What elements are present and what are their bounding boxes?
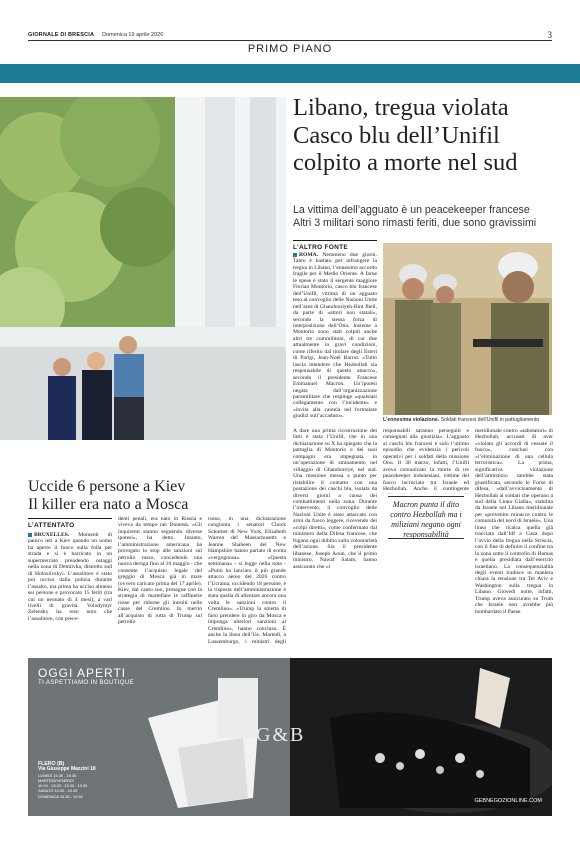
main-subhead [293, 204, 555, 230]
ad-hours-line-4: SABATO 10.00 - 19.30 [38, 788, 78, 794]
photo-white-house-meeting [0, 97, 286, 440]
ad-store-name: FLERO (B) [38, 761, 65, 767]
pullquote-rule-top [388, 496, 464, 497]
pullquote-rule-bottom [388, 538, 464, 539]
main-col3-text: responsabili saranno perseguiti e consegnati alla giustizia». L’agguato ai caschi blu francesi è solo l’ultimo episodio che evidenzia i pericoli operativi per i soldati della missione Onu. Il 30 marzo, infatti, l’Unifil aveva comunicato la morte di tre peacekeeper indonesiani, vittime del fuoco incrociato tra Israele ed Hezbollah. Anche il contingente [383, 428, 469, 493]
issue-date: Domenica 19 aprile 2026 [102, 32, 164, 38]
second-headline-line-1: Uccide 6 persone a Kiev [28, 478, 186, 495]
main-headline-line-3: colpito a morte nel sud [293, 149, 518, 176]
ad-store-address: Via Giuseppe Mazzini 18 [38, 766, 96, 773]
main-headline-line-2: Casco blu dell’Unifil [293, 121, 500, 149]
ad-brand-logo: G&B [256, 724, 306, 746]
newspaper-name: GIORNALE DI BRESCIA [28, 32, 95, 38]
ad-right-panel [290, 658, 552, 816]
caption-text: Soldati francesi dell’Unifil in pattugliamento [439, 417, 540, 423]
story-start-square-icon-2 [28, 533, 32, 537]
main-headline-line-1: Libano, tregua violata [293, 94, 509, 121]
main-subhead-line-2: Altri 3 militari sono rimasti feriti, due sono gravissimi [293, 217, 537, 229]
second-headline [28, 478, 278, 514]
second-col3-text: russo, in una dichiarazione congiunta i senatori Chuck Schumer di New York, Elizabeth Warren del Massachusetts e Jeanne Shaheen del New Hampshire hanno parlato di scelta «vergognosa». «Questa settimana» - si legge nella nota - «Putin ha lanciato il più grande attacco aereo del 2026 contro l’Ucraina, uccidendo 18 persone, e la risposta dell’amministrazione è stata quella di allentare ancora una volta le sanzioni contro il Cremlino». «Trump la smetta di farsi prendere in giro da Mosca e imponga ulteriori sanzioni al Cremlino», hanno concluso. È anche la linea dell’Ue. Martedì, a Lussemburgo, i ministri degli [208, 516, 286, 644]
main-story-column-4 [475, 428, 553, 644]
ad-hours-line-2: MARTEDÌ/VENERDÌ [38, 777, 74, 783]
second-kicker: L’ATTENTATO [28, 522, 75, 529]
second-kicker-rule [28, 518, 112, 519]
second-col1-text: Momenti di panico ieri a Kiev quando un uomo ha aperto il fuoco sulla folla per strada e si è barricato in un supermercato prendendo ostaggi nella zona di Demiivka, distretto sud di Holosiivskyi. L’assalitore è stato poi ucciso dalla polizia durante l’assalto, ma prima ha ucciso almeno sei persone e provocato 15 feriti (tra cui un neonato di 4 mesi), a vari livelli di gravità. Volodymyr Zelensky ha reso noto che l’assalitore, con prece- [28, 532, 112, 622]
main-col4-text: meridionale contro «sabotatori» di Hezbollah, accusati di aver «violato gli accordi di cessate il fuoco», conclusi con «l’eliminazione di una cellula terroristica». La prima, significativa violazione dell’armistizio sarebbe stata giustificata, secondo le Forze di difesa, «dall’avvicinamento di Hezbollah ai soldati che operano a sud della Linea Gialla», stabilita da Israele nel Libano meridionale per «prevenire minacce contro le comunità del nord di Israele». Una linea che ricalca quella già tracciata dall’Idf a Gaza dopo l’avvio della tregua nella Striscia, con il fine di definire il confine tra la zona sotto il controllo di Hamas e quella presidiata dall’esercito israeliano. La consequenzialità degli eventi tradisce in maniera chiara la tensione tra Tel Aviv e Washington sulla tregua in Libano. Giovedì notte, infatti, Trump aveva assicurato su Truth che Israele non avrebbe più bombardato il Paese. [475, 428, 553, 615]
main-kicker: L’ALTRO FONTE [293, 244, 349, 251]
second-dateline: BRUXELLES. [34, 532, 70, 538]
section-color-band [0, 64, 580, 83]
main-story-column-3a [383, 428, 469, 494]
masthead-rule [28, 40, 552, 41]
ad-subtitle: TI ASPETTIAMO IN BOUTIQUE [38, 680, 135, 686]
second-story-column-3 [208, 516, 286, 644]
ad-hours-line-1: LUNEDÌ 15.30 - 19.30 [38, 772, 77, 778]
masthead [28, 30, 552, 40]
second-col2-text: denti penali, era nato in Russia e viveva da tempo nel Donetsk. «Gli inquirenti stanno seguendo diverse ipotesi», ha detto. Intanto, l’amministrazione americana ha prorogato lo stop alle sanzioni sul petrolio russo, concedendo una nuova deroga fino al 16 maggio - che consente l’acquisto legale del greggio di Mosca già in mare (ovvero caricato prima del 17 aprile). Kiev, dal canto suo, prosegue con la strategia di martellare le raffinerie russe per ridurne gli introiti nelle casse del Cremlino. In merito all’acquisto di rotta di Trump sul petrolio [118, 516, 202, 626]
main-col1-text: Nemmeno due giorni. Tanto è bastato per infrangere la tregua in Libano, l’ennesimo accordo fragile per il Medio Oriente. A farne le spese è stato il sergente maggiore Florian Montorio, casco blu francese dell’Unifil, vittima di un agguato teso al convoglio delle Nazioni Unite nell’area di Ghandouriyeh-Bint Jbeil, da parte di «attori non statali», secondo la stessa forza di interposizione dell’Onu. Insieme a Montorio sono stati colpiti anche altri tre commilitoni, di cui due attualmente in gravi condizioni, come riferito dal titolare degli Esteri di Parigi, Jean-Noël Barrot. «Tutto lascia intendere che Hezbollah sia responsabile di questo attacco», secondo il presidente Francese Emmanuel Macron. Un’ipotesi negata dall’organizzazione paramilitare che respinge «qualsiasi collegamento con l’incidente» e «invita alla cautela nel formulare giudizi sull’accaduto». [293, 252, 377, 420]
main-col2-text: A dare una prima ricostruzione dei fatti è stata l’Unifil, che in una dichiarazione su X ha spiegato che la pattuglia di Montorio e dei suoi compagni era impegnata in un’operazione di sminamento nel villaggio di Ghandouriyé, nel sud. Una missione messa a punto per ristabilire il contatto con una postazione dei caschi blu, isolata da diversi giorni a causa dei combattimenti nella zona. Durante l’intervento, il convoglio delle Nazioni Unite è stato attaccato con armi da fuoco leggere, ricevendo dei «colpi diretti», come confermato dal ministero della Difesa francese, che fugano ogni dubbio sulla volontarietà dell’azione. Sia il presidente libanese, Joseph Aoun, che il primo ministro, Nawaf Salam, hanno assicurato che «i [293, 428, 377, 570]
main-headline [293, 94, 555, 177]
pullquote: Macron punta il dito contro Hezbollah ma i miliziani negano ogni responsabilità [390, 500, 462, 539]
main-kicker-rule [293, 240, 377, 241]
photo-caption [383, 417, 553, 423]
ad-store-hours [38, 762, 96, 799]
second-headline-line-2: Il killer era nato a Mosca [28, 496, 189, 513]
second-story-column-1 [28, 532, 112, 644]
advertisement-boutique[interactable] [28, 658, 552, 816]
ad-website-link[interactable]: GEBNEGOZIONLINE.COM [474, 798, 542, 804]
ad-hours-line-5: DOMENICA 15.30 - 19.30 [38, 793, 83, 799]
ad-jeweled-shoe-illustration [290, 658, 552, 816]
second-story-column-2 [118, 516, 202, 644]
page-number: 3 [547, 30, 552, 40]
main-subhead-line-1: La vittima dell’agguato è un peacekeeper francese [293, 204, 530, 216]
main-story-column-3b [383, 542, 469, 642]
main-story-column-1b [293, 428, 377, 574]
ad-title: OGGI APERTI [38, 666, 127, 680]
story-start-square-icon [293, 253, 297, 257]
section-title: PRIMO PIANO [247, 43, 333, 55]
main-dateline: ROMA. [299, 252, 319, 258]
photo-unifil-soldiers [383, 243, 552, 415]
ad-hours-line-3: 10.00 - 13.00 - 15.30 - 19.30 [38, 783, 88, 789]
photo-soldiers-illustration [383, 243, 552, 415]
caption-lead: L’ennesima violazione. [383, 417, 440, 423]
photo-white-house-illustration [0, 97, 286, 440]
